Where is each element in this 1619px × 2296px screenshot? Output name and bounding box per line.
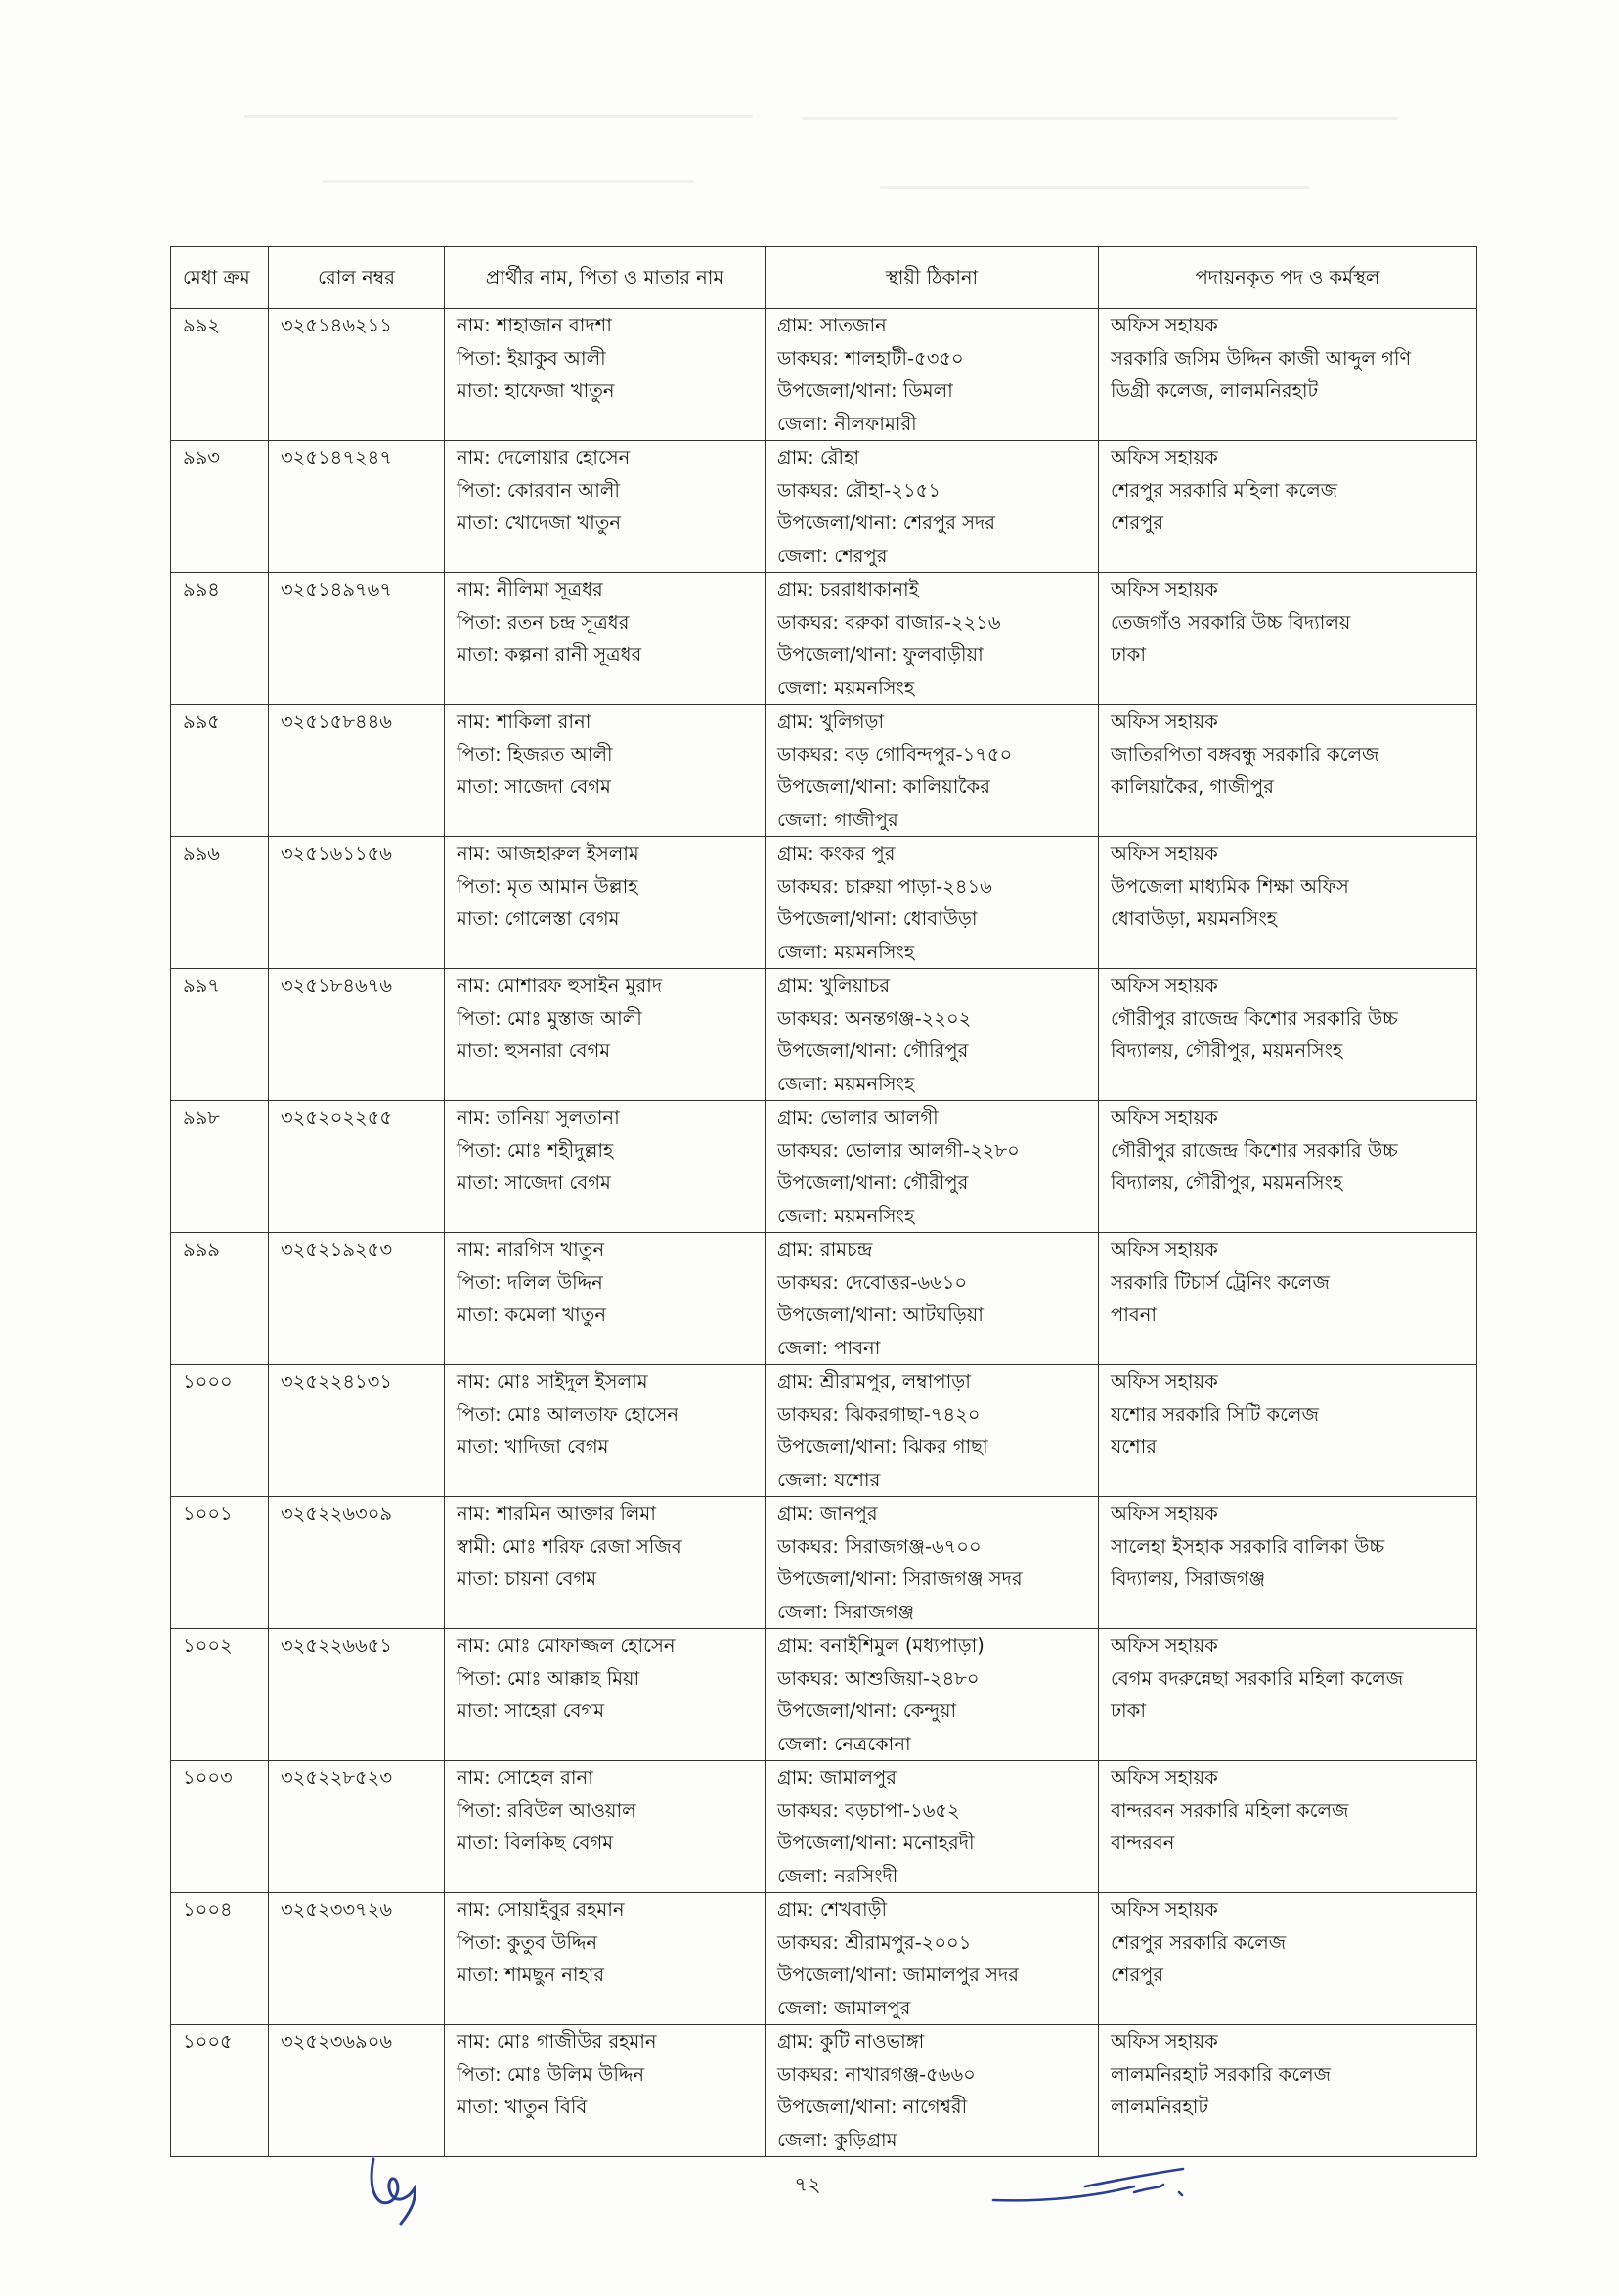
header-address: স্থায়ী ঠিকানা (766, 247, 1099, 309)
post-cell-line: বিদ্যালয়, সিরাজগঞ্জ (1111, 1567, 1266, 1590)
address-cell-line: ডাকঘর: শালহাটী-৫৩৫০ (777, 346, 964, 370)
address-cell-line: গ্রাম: রৌহা (777, 446, 859, 468)
name-cell-line: পিতা: কোরবান আলী (457, 478, 621, 502)
roll-cell: ৩২৫২০২২৫৫ (269, 1101, 445, 1233)
name-cell-line: নাম: শাকিলা রানা (457, 710, 591, 732)
table-row (171, 837, 1477, 969)
merit-cell: ৯৯২ (171, 309, 269, 441)
address-cell-line: গ্রাম: কুটি নাওভাঙ্গা (777, 2030, 925, 2053)
address-cell-line: উপজেলা/থানা: মনোহরদী (777, 1832, 975, 1854)
appointment-table (170, 246, 1477, 2157)
post-cell-line: যশোর (1111, 1435, 1157, 1458)
post-cell (1099, 1497, 1477, 1629)
address-cell-line: গ্রাম: খুলিগড়া (777, 710, 885, 732)
address-cell-line: জেলা: সিরাজগঞ্জ (777, 1600, 915, 1623)
roll-cell: ৩২৫১৪৯৭৬৭ (269, 573, 445, 705)
name-cell-line: পিতা: দলিল উদ্দিন (457, 1270, 603, 1294)
address-cell-line: উপজেলা/থানা: ডিমলা (777, 379, 953, 402)
address-cell-line: উপজেলা/থানা: সিরাজগঞ্জ সদর (777, 1567, 1023, 1590)
address-cell-line: ডাকঘর: শ্রীরামপুর-২০০১ (777, 1930, 972, 1954)
name-cell-line: মাতা: চায়না বেগম (457, 1567, 597, 1590)
table-row (171, 1893, 1477, 2025)
table-row (171, 1101, 1477, 1233)
name-cell-line: পিতা: মোঃ আলতাফ হোসেন (457, 1402, 679, 1426)
address-cell-line: গ্রাম: চররাধাকানাই (777, 578, 919, 600)
address-cell-line: ডাকঘর: আশুজিয়া-২৪৮০ (777, 1666, 980, 1690)
address-cell-line: জেলা: শেরপুর (777, 544, 888, 567)
table-row (171, 1761, 1477, 1893)
name-cell-line: মাতা: গোলেস্তা বেগম (457, 907, 620, 930)
post-cell-line: শেরপুর সরকারি মহিলা কলেজ (1111, 478, 1338, 502)
address-cell (766, 1233, 1099, 1365)
post-cell-line: অফিস সহায়ক (1111, 974, 1218, 996)
bleed-through-line (802, 117, 1398, 120)
bleed-through-line (323, 180, 694, 183)
post-cell-line: বান্দরবন সরকারি মহিলা কলেজ (1111, 1798, 1349, 1822)
table-row (171, 1233, 1477, 1365)
bleed-through-line (880, 186, 1310, 189)
address-cell-line: গ্রাম: শ্রীরামপুর, লম্বাপাড়া (777, 1370, 971, 1392)
right-signature (987, 2157, 1212, 2216)
address-cell-line: জেলা: পাবনা (777, 1336, 881, 1359)
address-cell-line: জেলা: নরসিংদী (777, 1864, 898, 1887)
address-cell-line: উপজেলা/থানা: গৌরিপুর (777, 1039, 969, 1062)
post-cell-line: বেগম বদরুন্নেছা সরকারি মহিলা কলেজ (1111, 1666, 1404, 1690)
post-cell-line: লালমনিরহাট (1111, 2096, 1209, 2118)
name-cell-line: মাতা: হাফেজা খাতুন (457, 379, 615, 402)
table-row (171, 705, 1477, 837)
address-cell-line: জেলা: নীলফামারী (777, 412, 917, 435)
roll-cell: ৩২৫২৩৩৭২৬ (269, 1893, 445, 2025)
post-cell-line: গৌরীপুর রাজেন্দ্র কিশোর সরকারি উচ্চ (1111, 1006, 1398, 1030)
address-cell-line: উপজেলা/থানা: কালিয়াকৈর (777, 775, 990, 798)
address-cell-line: জেলা: ময়মনসিংহ (777, 676, 915, 699)
name-cell-line: নাম: দেলোয়ার হোসেন (457, 446, 631, 468)
name-cell-line: নাম: তানিয়া সুলতানা (457, 1106, 620, 1128)
table-row (171, 573, 1477, 705)
post-cell-line: অফিস সহায়ক (1111, 1106, 1218, 1128)
address-cell (766, 1893, 1099, 2025)
merit-cell: ১০০৪ (171, 1893, 269, 2025)
merit-cell: ১০০১ (171, 1497, 269, 1629)
address-cell-line: গ্রাম: খুলিয়াচর (777, 974, 891, 996)
post-cell-line: উপজেলা মাধ্যমিক শিক্ষা অফিস (1111, 874, 1349, 898)
table-row (171, 1629, 1477, 1761)
name-cell-line: নাম: শাহাজান বাদশা (457, 314, 612, 336)
table-row (171, 2025, 1477, 2157)
post-cell-line: অফিস সহায়ক (1111, 2030, 1218, 2053)
page-number: ৭২ (794, 2173, 821, 2196)
address-cell-line: ডাকঘর: রৌহা-২১৫১ (777, 478, 941, 502)
roll-cell: ৩২৫২৩৬৯০৬ (269, 2025, 445, 2157)
name-cell-line: নাম: মোঃ মোফাজ্জল হোসেন (457, 1634, 676, 1656)
name-cell (445, 837, 766, 969)
merit-cell: ৯৯৩ (171, 441, 269, 573)
merit-cell: ১০০৫ (171, 2025, 269, 2157)
name-cell-line: স্বামী: মোঃ শরিফ রেজা সজিব (457, 1534, 682, 1558)
name-cell (445, 1629, 766, 1761)
table-row (171, 1365, 1477, 1497)
address-cell-line: জেলা: গাজীপুর (777, 808, 898, 831)
post-cell-line: তেজগাঁও সরকারি উচ্চ বিদ্যালয় (1111, 610, 1351, 634)
post-cell (1099, 1893, 1477, 2025)
address-cell-line: গ্রাম: কংকর পুর (777, 842, 896, 864)
merit-cell: ৯৯৫ (171, 705, 269, 837)
name-cell-line: মাতা: কল্পনা রানী সূত্রধর (457, 643, 642, 666)
roll-cell: ৩২৫২২৮৫২৩ (269, 1761, 445, 1893)
post-cell-line: অফিস সহায়ক (1111, 1502, 1218, 1524)
address-cell (766, 969, 1099, 1101)
address-cell-line: গ্রাম: সাতজান (777, 314, 887, 336)
post-cell (1099, 441, 1477, 573)
name-cell (445, 969, 766, 1101)
bleed-through-line (244, 115, 753, 118)
name-cell-line: নাম: মোঃ গাজীউর রহমান (457, 2030, 657, 2053)
merit-cell: ৯৯৯ (171, 1233, 269, 1365)
name-cell-line: পিতা: মোঃ উলিম উদ্দিন (457, 2062, 645, 2086)
post-cell-line: লালমনিরহাট সরকারি কলেজ (1111, 2062, 1332, 2086)
post-cell (1099, 1233, 1477, 1365)
table-row (171, 441, 1477, 573)
name-cell-line: পিতা: রবিউল আওয়াল (457, 1798, 636, 1822)
name-cell-line: মাতা: কমেলা খাতুন (457, 1303, 606, 1326)
post-cell-line: সরকারি টিচার্স ট্রেনিং কলেজ (1111, 1270, 1330, 1294)
name-cell-line: পিতা: মোঃ আক্কাছ মিয়া (457, 1666, 640, 1690)
merit-cell: ৯৯৮ (171, 1101, 269, 1233)
post-cell-line: ধোবাউড়া, ময়মনসিংহ (1111, 907, 1278, 930)
name-cell (445, 2025, 766, 2157)
address-cell-line: উপজেলা/থানা: কেন্দুয়া (777, 1700, 957, 1722)
post-cell-line: জাতিরপিতা বঙ্গবন্ধু সরকারি কলেজ (1111, 742, 1379, 766)
address-cell-line: জেলা: যশোর (777, 1468, 881, 1491)
name-cell (445, 309, 766, 441)
name-cell (445, 1497, 766, 1629)
name-cell-line: পিতা: ইয়াকুব আলী (457, 346, 606, 370)
name-cell-line: নাম: আজহারুল ইসলাম (457, 842, 639, 864)
left-signature (358, 2149, 436, 2228)
post-cell (1099, 1629, 1477, 1761)
address-cell-line: ডাকঘর: বড় গোবিন্দপুর-১৭৫০ (777, 742, 1013, 766)
roll-cell: ৩২৫১৬১১৫৬ (269, 837, 445, 969)
post-cell-line: ঢাকা (1111, 643, 1146, 666)
post-cell (1099, 573, 1477, 705)
post-cell (1099, 837, 1477, 969)
post-cell-line: বিদ্যালয়, গৌরীপুর, ময়মনসিংহ (1111, 1039, 1343, 1062)
address-cell-line: ডাকঘর: ঝিকরগাছা-৭৪২০ (777, 1402, 981, 1426)
name-cell-line: মাতা: সাজেদা বেগম (457, 775, 611, 798)
roll-cell: ৩২৫১৮৪৬৭৬ (269, 969, 445, 1101)
name-cell (445, 1365, 766, 1497)
address-cell-line: গ্রাম: বনাইশিমুল (মধ্যপাড়া) (777, 1634, 985, 1656)
name-cell (445, 573, 766, 705)
roll-cell: ৩২৫১৫৮৪৪৬ (269, 705, 445, 837)
name-cell-line: মাতা: সাজেদা বেগম (457, 1171, 611, 1194)
name-cell (445, 1893, 766, 2025)
post-cell-line: সালেহা ইসহাক সরকারি বালিকা উচ্চ (1111, 1534, 1385, 1558)
name-cell-line: নাম: মোশারফ হুসাইন মুরাদ (457, 974, 663, 996)
post-cell-line: গৌরীপুর রাজেন্দ্র কিশোর সরকারি উচ্চ (1111, 1138, 1398, 1162)
table-row (171, 969, 1477, 1101)
merit-cell: ৯৯৪ (171, 573, 269, 705)
address-cell-line: উপজেলা/থানা: ফুলবাড়ীয়া (777, 643, 984, 666)
roll-cell: ৩২৫১৪৭২৪৭ (269, 441, 445, 573)
address-cell-line: জেলা: কুড়িগ্রাম (777, 2128, 897, 2151)
post-cell-line: ডিগ্রী কলেজ, লালমনিরহাট (1111, 379, 1319, 402)
address-cell-line: ডাকঘর: বরুকা বাজার-২২১৬ (777, 610, 1001, 634)
table-row (171, 309, 1477, 441)
roll-cell: ৩২৫১৪৬২১১ (269, 309, 445, 441)
address-cell-line: ডাকঘর: চারুয়া পাড়া-২৪১৬ (777, 874, 992, 898)
name-cell (445, 705, 766, 837)
name-cell-line: পিতা: মোঃ মুস্তাজ আলী (457, 1006, 642, 1030)
address-cell-line: উপজেলা/থানা: জামালপুর সদর (777, 1964, 1019, 1986)
post-cell-line: শেরপুর (1111, 511, 1164, 534)
address-cell-line: জেলা: নেত্রকোনা (777, 1732, 911, 1755)
post-cell (1099, 1101, 1477, 1233)
header-roll: রোল নম্বর (269, 247, 445, 309)
roll-cell: ৩২৫২২৬৬৫১ (269, 1629, 445, 1761)
name-cell-line: মাতা: সাহেরা বেগম (457, 1700, 605, 1722)
post-cell-line: অফিস সহায়ক (1111, 578, 1218, 600)
address-cell-line: গ্রাম: রামচন্দ্র (777, 1238, 873, 1260)
address-cell-line: উপজেলা/থানা: গৌরীপুর (777, 1171, 969, 1194)
post-cell (1099, 705, 1477, 837)
post-cell-line: অফিস সহায়ক (1111, 710, 1218, 732)
address-cell-line: গ্রাম: জানপুর (777, 1502, 878, 1524)
post-cell (1099, 309, 1477, 441)
merit-cell: ৯৯৬ (171, 837, 269, 969)
name-cell-line: মাতা: হুসনারা বেগম (457, 1039, 611, 1062)
address-cell-line: গ্রাম: শেখবাড়ী (777, 1898, 888, 1921)
header-merit: মেধা ক্রম (171, 247, 269, 309)
name-cell-line: মাতা: খাদিজা বেগম (457, 1435, 609, 1458)
post-cell-line: পাবনা (1111, 1303, 1158, 1326)
name-cell-line: নাম: সোয়াইবুর রহমান (457, 1898, 625, 1921)
merit-cell: ৯৯৭ (171, 969, 269, 1101)
name-cell-line: নাম: মোঃ সাইদুল ইসলাম (457, 1370, 648, 1392)
address-cell (766, 309, 1099, 441)
name-cell-line: মাতা: শামছুন নাহার (457, 1964, 605, 1986)
address-cell-line: ডাকঘর: অনন্তগঞ্জ-২২০২ (777, 1006, 972, 1030)
address-cell (766, 837, 1099, 969)
name-cell-line: নাম: নীলিমা সূত্রধর (457, 578, 603, 600)
merit-cell: ১০০০ (171, 1365, 269, 1497)
address-cell-line: গ্রাম: ভোলার আলগী (777, 1106, 939, 1128)
post-cell-line: অফিস সহায়ক (1111, 446, 1218, 468)
address-cell-line: জেলা: জামালপুর (777, 1996, 911, 2019)
name-cell (445, 1101, 766, 1233)
address-cell-line: ডাকঘর: দেবোত্তর-৬৬১০ (777, 1270, 968, 1294)
address-cell (766, 441, 1099, 573)
address-cell-line: উপজেলা/থানা: আটঘড়িয়া (777, 1303, 984, 1326)
roll-cell: ৩২৫২১৯২৫৩ (269, 1233, 445, 1365)
roll-cell: ৩২৫২২৬৩০৯ (269, 1497, 445, 1629)
address-cell-line: ডাকঘর: নাখারগঞ্জ-৫৬৬০ (777, 2062, 976, 2086)
table-row (171, 1497, 1477, 1629)
address-cell-line: উপজেলা/থানা: নাগেশ্বরী (777, 2096, 968, 2118)
address-cell (766, 1629, 1099, 1761)
name-cell-line: মাতা: বিলকিছ বেগম (457, 1832, 614, 1854)
header-name: প্রার্থীর নাম, পিতা ও মাতার নাম (445, 247, 766, 309)
name-cell-line: মাতা: খোদেজা খাতুন (457, 511, 622, 534)
name-cell-line: নাম: সোহেল রানা (457, 1766, 593, 1788)
name-cell-line: মাতা: খাতুন বিবি (457, 2096, 588, 2118)
address-cell (766, 1497, 1099, 1629)
post-cell-line: বিদ্যালয়, গৌরীপুর, ময়মনসিংহ (1111, 1171, 1343, 1194)
header-post: পদায়নকৃত পদ ও কর্মস্থল (1099, 247, 1477, 309)
address-cell-line: জেলা: ময়মনসিংহ (777, 1072, 915, 1095)
post-cell-line: অফিস সহায়ক (1111, 1370, 1218, 1392)
post-cell-line: যশোর সরকারি সিটি কলেজ (1111, 1402, 1319, 1426)
address-cell-line: জেলা: ময়মনসিংহ (777, 940, 915, 963)
name-cell (445, 1233, 766, 1365)
name-cell-line: পিতা: মোঃ শহীদুল্লাহ (457, 1138, 614, 1162)
post-cell (1099, 2025, 1477, 2157)
address-cell-line: জেলা: ময়মনসিংহ (777, 1204, 915, 1227)
name-cell-line: পিতা: কুতুব উদ্দিন (457, 1930, 598, 1954)
post-cell-line: শেরপুর সরকারি কলেজ (1111, 1930, 1287, 1954)
post-cell (1099, 969, 1477, 1101)
post-cell-line: অফিস সহায়ক (1111, 314, 1218, 336)
post-cell-line: অফিস সহায়ক (1111, 1898, 1218, 1921)
address-cell-line: ডাকঘর: ভোলার আলগী-২২৮০ (777, 1138, 1020, 1162)
address-cell (766, 573, 1099, 705)
post-cell-line: বান্দরবন (1111, 1832, 1175, 1854)
post-cell-line: ঢাকা (1111, 1700, 1146, 1722)
post-cell-line: অফিস সহায়ক (1111, 1634, 1218, 1656)
name-cell-line: পিতা: মৃত আমান উল্লাহ (457, 874, 638, 898)
table-header-row (171, 247, 1477, 309)
post-cell-line: সরকারি জসিম উদ্দিন কাজী আব্দুল গণি (1111, 346, 1412, 370)
address-cell-line: ডাকঘর: বড়চাপা-১৬৫২ (777, 1798, 960, 1822)
post-cell (1099, 1365, 1477, 1497)
name-cell-line: পিতা: হিজরত আলী (457, 742, 613, 766)
post-cell (1099, 1761, 1477, 1893)
name-cell-line: নাম: নারগিস খাতুন (457, 1238, 605, 1260)
post-cell-line: অফিস সহায়ক (1111, 1766, 1218, 1788)
merit-cell: ১০০৩ (171, 1761, 269, 1893)
address-cell-line: উপজেলা/থানা: ধোবাউড়া (777, 907, 978, 930)
post-cell-line: শেরপুর (1111, 1964, 1164, 1986)
address-cell (766, 1365, 1099, 1497)
address-cell (766, 2025, 1099, 2157)
post-cell-line: অফিস সহায়ক (1111, 842, 1218, 864)
post-cell-line: অফিস সহায়ক (1111, 1238, 1218, 1260)
roll-cell: ৩২৫২২৪১৩১ (269, 1365, 445, 1497)
name-cell (445, 1761, 766, 1893)
address-cell (766, 1761, 1099, 1893)
address-cell-line: উপজেলা/থানা: ঝিকর গাছা (777, 1435, 988, 1458)
address-cell-line: গ্রাম: জামালপুর (777, 1766, 897, 1788)
name-cell-line: পিতা: রতন চন্দ্র সূত্রধর (457, 610, 630, 634)
merit-cell: ১০০২ (171, 1629, 269, 1761)
address-cell (766, 1101, 1099, 1233)
post-cell-line: কালিয়াকৈর, গাজীপুর (1111, 775, 1274, 798)
name-cell-line: নাম: শারমিন আক্তার লিমা (457, 1502, 656, 1524)
name-cell (445, 441, 766, 573)
address-cell (766, 705, 1099, 837)
address-cell-line: উপজেলা/থানা: শেরপুর সদর (777, 511, 995, 534)
address-cell-line: ডাকঘর: সিরাজগঞ্জ-৬৭০০ (777, 1534, 982, 1558)
